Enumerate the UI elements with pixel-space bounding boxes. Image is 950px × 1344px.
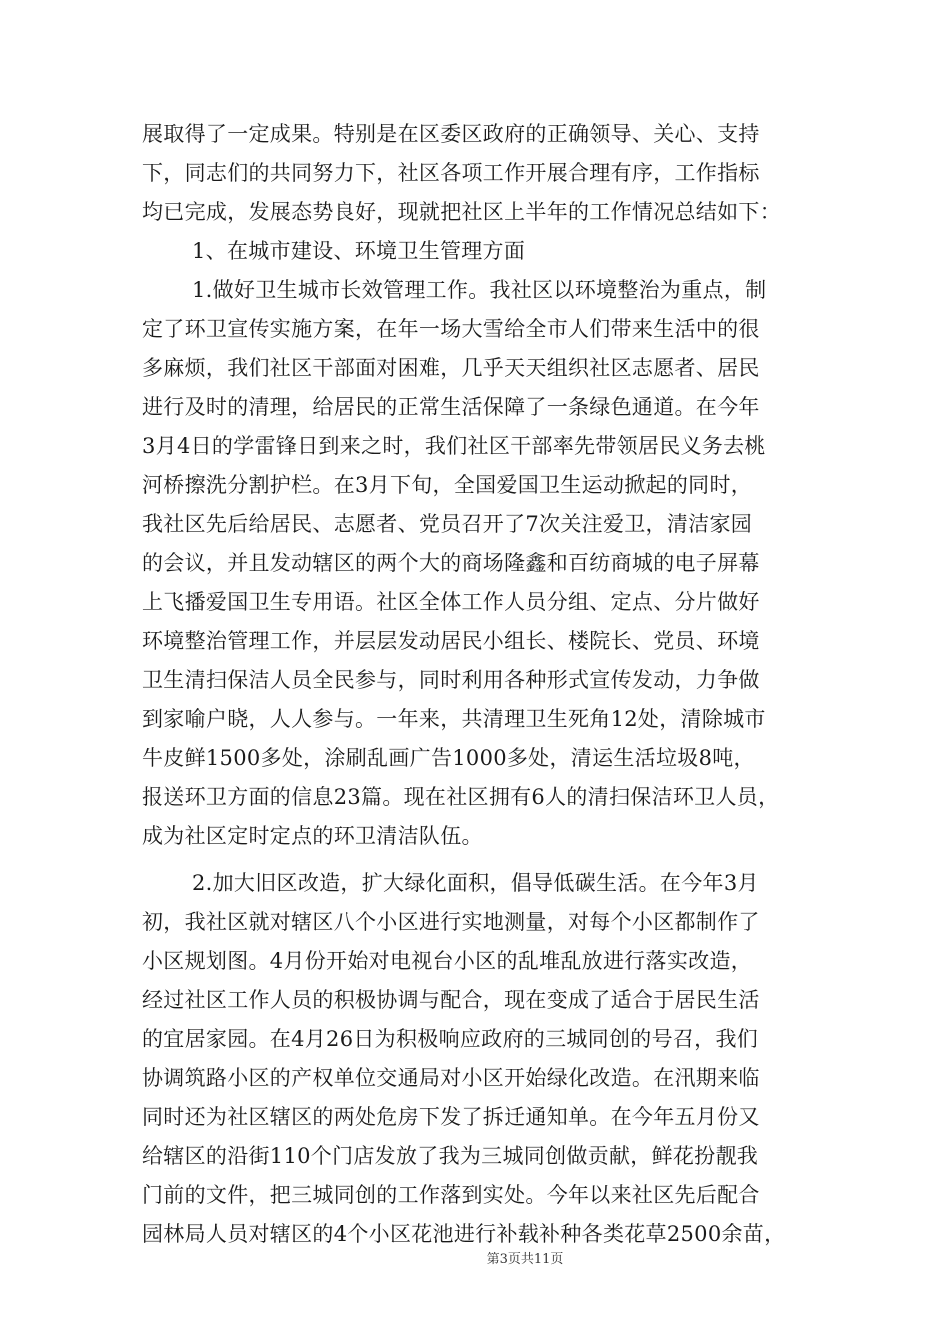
text-line: 环境整治管理工作，并层层发动居民小组长、楼院长、党员、环境 bbox=[142, 629, 760, 653]
text-line: 小区规划图。4月份开始对电视台小区的乱堆乱放进行落实改造， bbox=[142, 949, 753, 973]
text-line: 展取得了一定成果。特别是在区委区政府的正确领导、关心、支持 bbox=[142, 122, 760, 146]
document-body bbox=[142, 115, 822, 1254]
text-line: 报送环卫方面的信息23篇。现在社区拥有6人的清扫保洁环卫人员， bbox=[142, 785, 780, 809]
section-heading: 1、在城市建设、环境卫生管理方面 bbox=[192, 239, 526, 263]
text-line: 下，同志们的共同努力下，社区各项工作开展合理有序，工作指标 bbox=[142, 161, 760, 185]
text-line: 园林局人员对辖区的4个小区花池进行补载补种各类花草2500余苗， bbox=[142, 1222, 786, 1246]
text-line: 均已完成，发展态势良好，现就把社区上半年的工作情况总结如下： bbox=[142, 200, 781, 224]
text-line: 初，我社区就对辖区八个小区进行实地测量，对每个小区都制作了 bbox=[142, 910, 760, 934]
text-line: 经过社区工作人员的积极协调与配合，现在变成了适合于居民生活 bbox=[142, 988, 760, 1012]
text-line: 我社区先后给居民、志愿者、党员召开了7次关注爱卫，清洁家园 bbox=[142, 512, 753, 536]
text-line: 1.做好卫生城市长效管理工作。我社区以环境整治为重点，制 bbox=[192, 278, 767, 302]
text-line: 牛皮鲜1500多处，涂刷乱画广告1000多处，清运生活垃圾8吨， bbox=[142, 746, 755, 770]
text-line: 成为社区定时定点的环卫清洁队伍。 bbox=[142, 824, 483, 848]
text-line: 的宜居家园。在4月26日为积极响应政府的三城同创的号召，我们 bbox=[142, 1027, 759, 1051]
text-line: 3月4日的学雷锋日到来之时，我们社区干部率先带领居民义务去桃 bbox=[142, 434, 766, 458]
text-line: 多麻烦，我们社区干部面对困难，几乎天天组织社区志愿者、居民 bbox=[142, 356, 760, 380]
page-number-footer: 第3页共11页 bbox=[486, 1252, 564, 1267]
text-line: 2.加大旧区改造，扩大绿化面积，倡导低碳生活。在今年3月 bbox=[192, 871, 759, 895]
text-line: 同时还为社区辖区的两处危房下发了拆迁通知单。在今年五月份又 bbox=[142, 1105, 760, 1129]
text-line: 进行及时的清理，给居民的正常生活保障了一条绿色通道。在今年 bbox=[142, 395, 760, 419]
text-line: 协调筑路小区的产权单位交通局对小区开始绿化改造。在汛期来临 bbox=[142, 1066, 760, 1090]
text-line: 给辖区的沿街110个门店发放了我为三城同创做贡献，鲜花扮靓我 bbox=[142, 1144, 759, 1168]
text-line: 到家喻户晓，人人参与。一年来，共清理卫生死角12处，清除城市 bbox=[142, 707, 766, 731]
text-line: 定了环卫宣传实施方案，在年一场大雪给全市人们带来生活中的很 bbox=[142, 317, 760, 341]
text-line: 卫生清扫保洁人员全民参与，同时利用各种形式宣传发动，力争做 bbox=[142, 668, 760, 692]
text-line: 上飞播爱国卫生专用语。社区全体工作人员分组、定点、分片做好 bbox=[142, 590, 760, 614]
text-line: 河桥擦洗分割护栏。在3月下旬，全国爱国卫生运动掀起的同时， bbox=[142, 473, 753, 497]
text-line: 门前的文件，把三城同创的工作落到实处。今年以来社区先后配合 bbox=[142, 1183, 760, 1207]
text-line: 的会议，并且发动辖区的两个大的商场隆鑫和百纺商城的电子屏幕 bbox=[142, 551, 760, 575]
